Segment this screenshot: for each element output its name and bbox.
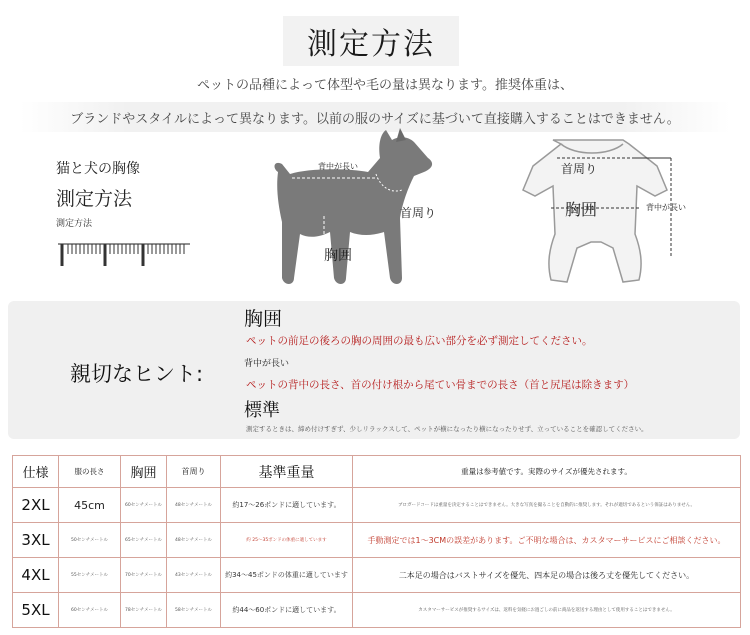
header-spec: 仕様 — [13, 456, 59, 488]
neck-cell: 48センチメートル — [167, 523, 221, 558]
chest-cell: 70センチメートル — [121, 558, 167, 593]
size-cell: 2XL — [13, 488, 59, 523]
hint-standard-heading: 標準 — [244, 400, 280, 421]
neck-cell: 58センチメートル — [167, 593, 221, 628]
header-note: 重量は参考値です。実際のサイズが優先されます。 — [353, 456, 741, 488]
weight-cell: 約 25〜35ポンドの体重に適しています — [221, 523, 353, 558]
table-row — [13, 593, 741, 628]
size-cell: 5XL — [13, 593, 59, 628]
page-title — [283, 16, 459, 66]
length-cell: 45cm — [59, 488, 121, 523]
header-chest: 胸囲 — [121, 456, 167, 488]
method-subcaption: 測定方法 — [56, 219, 93, 229]
length-cell: 60センチメートル — [59, 593, 121, 628]
note-cell: カスタマーサービスが推奨するサイズは、返料を気軽にお過ごしの前に商品を返送する理由として使用することはできません。 — [353, 593, 741, 628]
dog-neck-label: 首周り — [400, 206, 437, 220]
hint-chest-desc: ペットの前足の後ろの胸の周囲の最も広い部分を必ず測定してください。 — [246, 335, 593, 347]
clothes-chest-label: 胸囲 — [565, 200, 598, 219]
table-row — [13, 558, 741, 593]
length-cell: 50センチメートル — [59, 523, 121, 558]
hint-title: 親切なヒント: — [70, 362, 204, 386]
weight-cell: 約34〜45ポンドの体重に適しています — [221, 558, 353, 593]
method-caption: 測定方法 — [56, 188, 133, 210]
page-title-text: 測定方法 — [307, 27, 435, 62]
header-neck: 首周り — [167, 456, 221, 488]
intro-line-1: ペットの品種によって体型や毛の量は異なります。推奨体重は、 — [197, 78, 573, 93]
bust-caption: 猫と犬の胸像 — [56, 161, 140, 177]
table-row — [13, 523, 741, 558]
hint-back-desc: ペットの背中の長さ、首の付け根から尾てい骨までの長さ（首と尻尾は除きます） — [246, 379, 635, 391]
measuring-tape-icon — [56, 238, 192, 268]
neck-cell: 43センチメートル — [167, 558, 221, 593]
weight-cell: 約17〜26ポンドに適しています。 — [221, 488, 353, 523]
header-weight: 基準重量 — [221, 456, 353, 488]
size-cell: 4XL — [13, 558, 59, 593]
weight-cell: 約44〜60ポンドに適しています。 — [221, 593, 353, 628]
hint-chest-heading: 胸囲 — [244, 308, 283, 330]
table-row — [13, 488, 741, 523]
chest-cell: 65センチメートル — [121, 523, 167, 558]
note-cell: ブロガードコードは重量を決定することはできません。大きな写真を撮ることを自動的に推奨します。それが適切であるという保証はありません。 — [353, 488, 741, 523]
size-table — [12, 455, 741, 628]
note-cell: 二本足の場合はバストサイズを優先、四本足の場合は後ろ丈を優先してください。 — [353, 558, 741, 593]
dog-back-label: 背中が長い — [318, 162, 358, 171]
hint-back-heading: 背中が長い — [244, 359, 290, 369]
dog-chest-label: 胸囲 — [324, 248, 352, 264]
note-cell: 手動測定では1〜3CMの誤差があります。ご不明な場合は、カスタマーサービスにご相談ください。 — [353, 523, 741, 558]
length-cell: 55センチメートル — [59, 558, 121, 593]
clothes-neck-label: 首周り — [561, 162, 598, 176]
table-header-row — [13, 456, 741, 488]
size-cell: 3XL — [13, 523, 59, 558]
hint-standard-desc: 測定するときは、締め付けすぎず、少しリラックスして、ペットが横になったり横になったりせず、立っていることを確認してください。 — [246, 425, 648, 433]
header-length: 服の長さ — [59, 456, 121, 488]
clothes-back-label: 背中が長い — [646, 203, 686, 212]
chest-cell: 60センチメートル — [121, 488, 167, 523]
chest-cell: 78センチメートル — [121, 593, 167, 628]
neck-cell: 48センチメートル — [167, 488, 221, 523]
intro-line-2: ブランドやスタイルによって異なります。以前の服のサイズに基づいて直接購入することはできません。 — [70, 112, 680, 127]
